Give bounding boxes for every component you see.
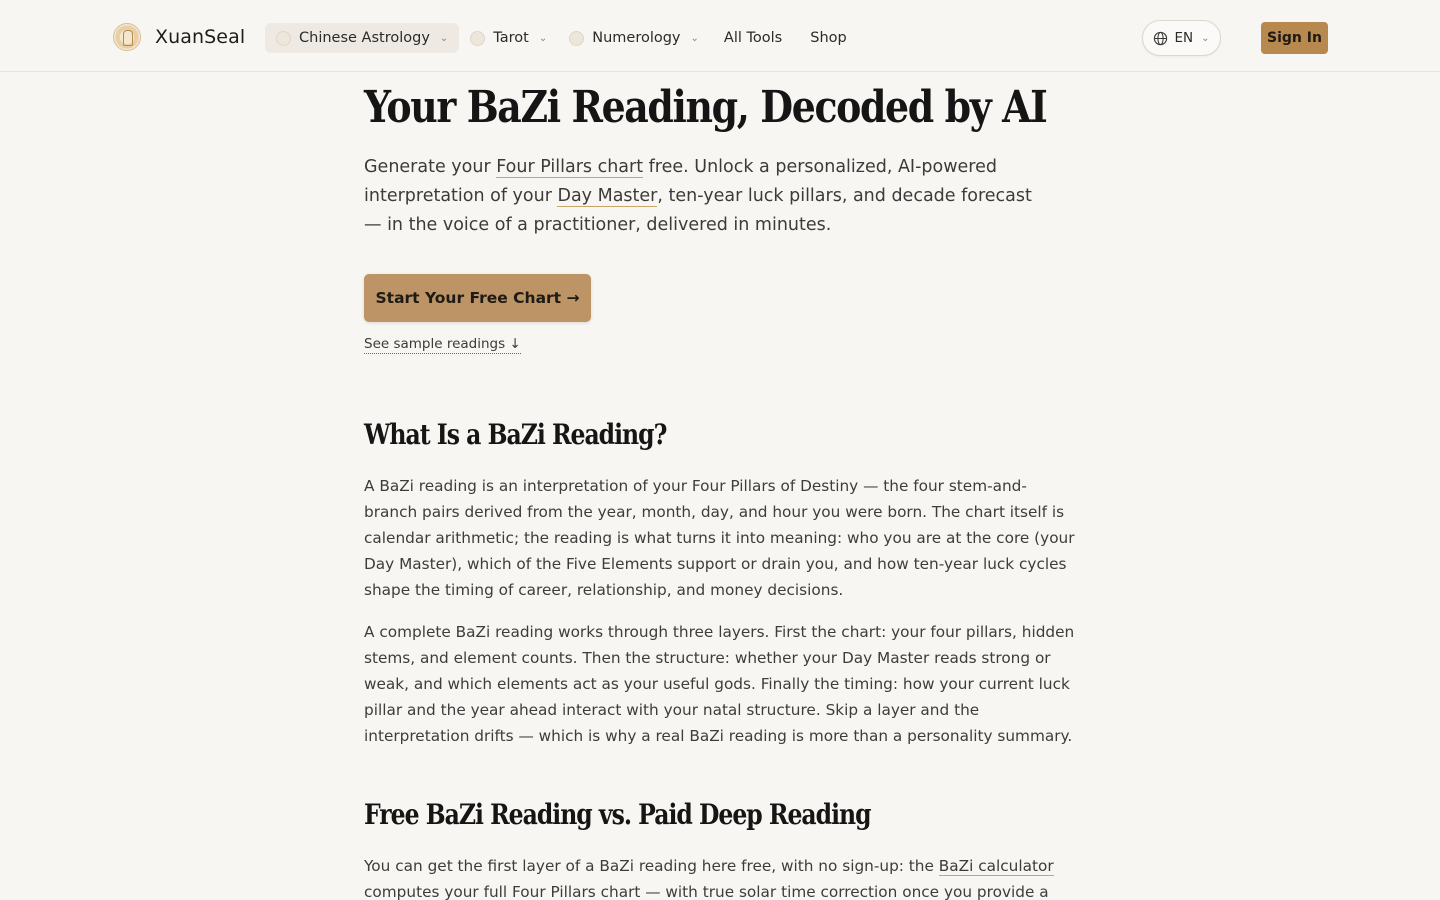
four-pillars-chart-link[interactable]: Four Pillars chart [496,157,644,177]
nav-label: Numerology [592,30,681,46]
hero-sub-text: , ten-year luck pillars, and decade forecast — in the voice of a practitioner, delivered in minutes. [364,186,1032,235]
paragraph-text: computes your full Four Pillars chart — with true solar time correction once you provide a [364,883,1049,900]
nav-shop[interactable]: Shop [810,30,847,46]
language-selector[interactable] [1142,20,1221,56]
hero-sub-text: Generate your [364,157,497,177]
hero-subtitle [364,153,1054,240]
tarot-icon [470,31,485,46]
brand-logo[interactable] [113,22,245,52]
nav-label: Chinese Astrology [299,30,430,46]
nav-chinese-astrology[interactable] [265,23,459,53]
page-title: Your BaZi Reading, Decoded by AI [364,82,1047,133]
brand-name: XuanSeal [155,26,246,48]
chevron-down-icon: ⌄ [690,32,699,44]
chinese-astrology-icon [276,31,291,46]
day-master-link[interactable]: Day Master [557,186,658,206]
see-sample-readings-link[interactable]: See sample readings ↓ [364,336,521,352]
seal-logo-icon [113,23,141,51]
section-paragraph [364,853,1076,900]
section-title-free-vs-paid: Free BaZi Reading vs. Paid Deep Reading [364,798,871,831]
start-free-chart-button[interactable]: Start Your Free Chart → [364,274,591,322]
sign-in-button[interactable]: Sign In [1261,22,1328,54]
paragraph-text: You can get the first layer of a BaZi reading here free, with no sign-up: the [364,857,939,875]
hero-sub-text: free. Unlock a personalized, AI-powered interpretation of your [364,157,997,206]
chevron-down-icon: ⌄ [538,32,548,44]
section-paragraph: A BaZi reading is an interpretation of your Four Pillars of Destiny — the four stem-and-branch pairs derived from the year, month, day, and hour you were born. The chart itself is calendar arithmetic; the reading is what turns it into meaning: who you are at the core (your Day Master), which of the Five Elements support or drain you, and how ten-year luck cycles shape the timing of career, relationship, and money decisions. [364,477,1075,599]
site-header [0,0,1440,72]
nav-label: Tarot [493,30,529,46]
section-title-what-is: What Is a BaZi Reading? [364,418,667,451]
nav-tarot[interactable] [459,23,558,53]
nav-numerology[interactable] [558,23,710,53]
main-nav [265,23,861,53]
language-label: EN [1174,30,1194,46]
nav-all-tools[interactable]: All Tools [723,30,783,46]
globe-icon [1153,31,1168,46]
chevron-down-icon: ⌄ [439,32,449,44]
bazi-calculator-link[interactable]: BaZi calculator [938,857,1054,875]
section-paragraph: A complete BaZi reading works through three layers. First the chart: your four pillars, hidden stems, and element counts. Then the structure: whether your Day Master reads strong or weak, and which elements act as your useful gods. Finally the timing: how your current luck pillar and the year ahead interact with your natal structure. Skip a layer and the interpretation drifts — which is why a real BaZi reading is more than a personality summary. [364,623,1075,745]
numerology-icon [569,31,584,46]
chevron-down-icon: ⌄ [1201,32,1210,44]
